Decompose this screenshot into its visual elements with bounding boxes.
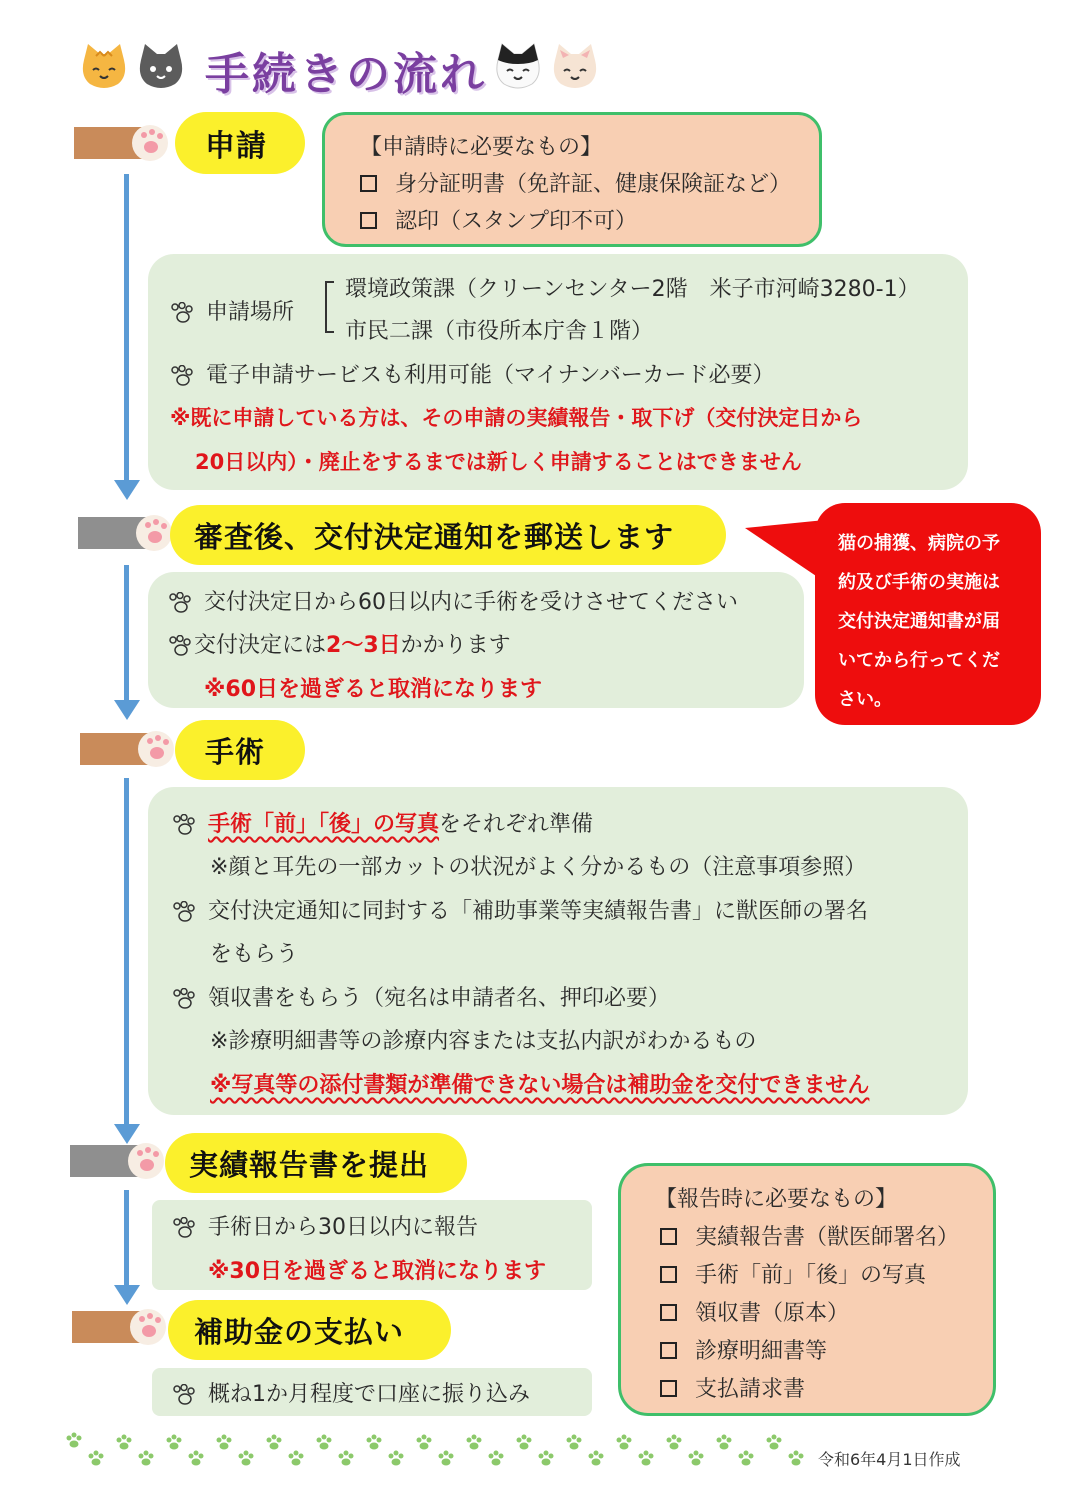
paw-print-icon xyxy=(172,1217,196,1239)
checkbox-icon xyxy=(660,1228,677,1245)
step-apply-label: 申請 xyxy=(175,112,305,174)
flow-arrow-head xyxy=(114,480,140,500)
checkbox-icon xyxy=(660,1380,677,1397)
cat-face-icon xyxy=(135,42,187,90)
apply-required-item: 身分証明書（免許証、健康保険証など） xyxy=(360,167,791,198)
flow-arrow-head xyxy=(114,1124,140,1144)
report-required-title: 【報告時に必要なもの】 xyxy=(655,1187,898,1212)
flow-arrow xyxy=(124,174,129,484)
checkbox-icon xyxy=(660,1342,677,1359)
notice-bubble-text: 猫の捕獲、病院の予 約及び手術の実施は 交付決定通知書が届 いてから行ってくだ さい。 xyxy=(838,533,1000,710)
paw-arm-icon xyxy=(78,514,174,552)
decision-duration: 交付決定には2～3日かかります xyxy=(168,628,511,659)
checkbox-icon xyxy=(360,175,377,192)
cat-face-icon xyxy=(492,42,544,90)
paw-print-icon xyxy=(172,1384,196,1406)
review-warning: ※60日を過ぎると取消になります xyxy=(204,677,543,702)
checkbox-icon xyxy=(360,212,377,229)
report-deadline: 手術日から30日以内に報告 xyxy=(172,1210,478,1241)
report-required-item: 手術「前」「後」の写真 xyxy=(660,1258,926,1289)
report-warning: ※30日を過ぎると取消になります xyxy=(208,1259,547,1284)
step-report-label: 実績報告書を提出 xyxy=(165,1133,467,1193)
photo-requirement: 手術「前」「後」の写真をそれぞれ準備 xyxy=(172,807,593,838)
apply-warning-2: 20日以内）・廃止をするまでは新しく申請することはできません xyxy=(195,450,802,474)
report-required-item: 領収書（原本） xyxy=(660,1296,849,1327)
paw-print-icon xyxy=(172,988,196,1010)
apply-place-2: 市民二課（市役所本庁舎１階） xyxy=(345,319,654,344)
paw-print-icon xyxy=(170,302,194,324)
apply-place-1: 環境政策課（クリーンセンター2階 米子市河崎3280-1） xyxy=(345,277,920,302)
created-date: 令和6年4月1日作成 xyxy=(818,1450,961,1469)
surgery-deadline: 交付決定日から60日以内に手術を受けさせてください xyxy=(168,585,738,616)
paw-print-icon xyxy=(168,635,192,657)
surgery-warning: ※写真等の添付書類が準備できない場合は補助金を交付できません xyxy=(210,1073,870,1098)
page-title: 手続きの流れ xyxy=(205,49,487,100)
paw-arm-icon xyxy=(70,1142,166,1180)
electronic-application: 電子申請サービスも利用可能（マイナンバーカード必要） xyxy=(170,358,774,389)
step-payment-label: 補助金の支払い xyxy=(168,1300,451,1360)
flow-arrow-head xyxy=(114,700,140,720)
receipt-line: 領収書をもらう（宛名は申請者名、押印必要） xyxy=(172,981,670,1012)
report-required-item: 支払請求書 xyxy=(660,1372,805,1403)
flow-arrow xyxy=(124,778,129,1128)
cat-face-icon xyxy=(78,42,130,90)
paw-print-icon xyxy=(172,901,196,923)
flow-arrow xyxy=(124,1190,129,1290)
report-required-item: 実績報告書（獣医師署名） xyxy=(660,1220,959,1251)
photo-note: ※顔と耳先の一部カットの状況がよく分かるもの（注意事項参照） xyxy=(210,855,867,880)
paw-arm-icon xyxy=(72,1308,168,1346)
checkbox-icon xyxy=(660,1266,677,1283)
receipt-note: ※診療明細書等の診療内容または支払内訳がわかるもの xyxy=(210,1029,757,1054)
apply-required-title: 【申請時に必要なもの】 xyxy=(360,135,603,160)
payment-line: 概ね1か月程度で口座に振り込み xyxy=(172,1377,530,1408)
apply-warning-1: ※既に申請している方は、その申請の実績報告・取下げ（交付決定日から xyxy=(170,406,863,430)
report-signature-2: をもらう xyxy=(210,942,299,967)
footer-paw-pattern xyxy=(65,1432,805,1472)
apply-required-item: 認印（スタンプ印不可） xyxy=(360,204,637,235)
flow-arrow-head xyxy=(114,1285,140,1305)
step-review-label: 審査後、交付決定通知を郵送します xyxy=(170,505,726,565)
report-required-item: 診療明細書等 xyxy=(660,1334,827,1365)
paw-print-icon xyxy=(168,592,192,614)
bracket-icon xyxy=(322,278,336,336)
cat-face-icon xyxy=(549,42,601,90)
flow-arrow xyxy=(124,565,129,705)
step-surgery-label: 手術 xyxy=(175,720,305,780)
paw-arm-icon xyxy=(74,124,170,162)
report-signature-1: 交付決定通知に同封する「補助事業等実績報告書」に獣医師の署名 xyxy=(172,894,868,925)
paw-arm-icon xyxy=(80,730,176,768)
checkbox-icon xyxy=(660,1304,677,1321)
paw-print-icon xyxy=(172,814,196,836)
apply-place-label: 申請場所 xyxy=(170,295,294,326)
paw-print-icon xyxy=(170,365,194,387)
